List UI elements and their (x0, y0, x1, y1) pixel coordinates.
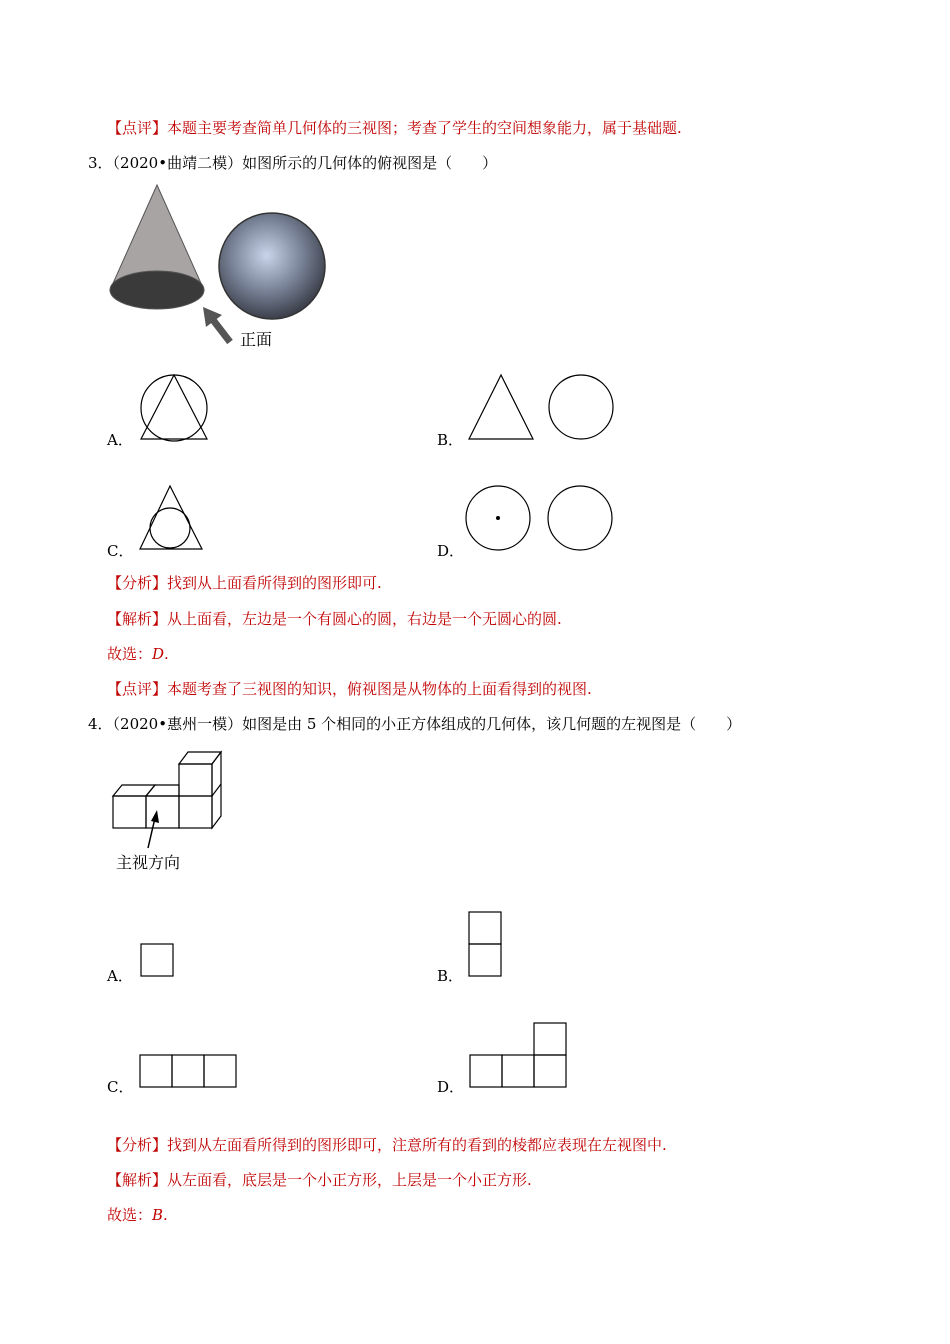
q4-option-d-label: D． (437, 1078, 465, 1096)
front-label: 正面 (240, 330, 273, 349)
q3-stem (88, 153, 497, 173)
q3-option-b-label: B． (437, 431, 464, 449)
q4-stem (88, 714, 741, 734)
sphere-shape (219, 213, 325, 319)
q4-source: （2020•惠州一模） (112, 715, 243, 733)
analysis-text: 找到从上面看所得到的图形即可. (167, 574, 382, 592)
front-arrow-icon (203, 307, 230, 342)
cone-shape (110, 185, 204, 309)
answer-prefix: 故选： (107, 645, 153, 663)
analysis-text: 找到从左面看所得到的图形即可，注意所有的看到的棱都应表现在左视图中. (167, 1136, 667, 1154)
q4-option-a-figure (140, 943, 176, 979)
q3-solution (107, 609, 562, 629)
q3-option-d-label: D． (437, 542, 465, 560)
q2-comment (107, 118, 682, 138)
q3-comment (107, 679, 592, 699)
q4-solution (107, 1170, 532, 1190)
comment-text: 本题主要考查简单几何体的三视图；考查了学生的空间想象能力，属于基础题. (167, 119, 682, 137)
q3-figure (100, 180, 340, 350)
solution-tag: 【解析】 (107, 610, 168, 628)
solution-text: 从左面看，底层是一个小正方形，上层是一个小正方形. (167, 1171, 532, 1189)
comment-tag: 【点评】 (107, 680, 168, 698)
q3-option-c-label: C． (107, 542, 134, 560)
q4-option-c-label: C． (107, 1078, 134, 1096)
answer-suffix: . (163, 1206, 168, 1224)
answer-value: D (152, 645, 165, 663)
q3-option-b-figure (466, 372, 618, 442)
analysis-tag: 【分析】 (107, 574, 168, 592)
solution-text: 从上面看，左边是一个有圆心的圆，右边是一个无圆心的圆. (167, 610, 562, 628)
q4-option-c-figure (139, 1054, 239, 1090)
q3-source: （2020•曲靖二模） (112, 154, 243, 172)
q4-option-d-figure (469, 1022, 569, 1090)
q4-option-b-figure (468, 911, 504, 979)
comment-tag: 【点评】 (107, 119, 168, 137)
analysis-tag: 【分析】 (107, 1136, 168, 1154)
q3-analysis (107, 573, 382, 593)
solution-tag: 【解析】 (107, 1171, 168, 1189)
q3-option-a-label: A． (107, 431, 133, 449)
q4-option-b-label: B． (437, 967, 464, 985)
answer-prefix: 故选： (107, 1206, 153, 1224)
view-direction-label: 主视方向 (116, 853, 181, 872)
q4-number: 4． (88, 715, 113, 733)
q4-stem-text: 如图是由 5 个相同的小正方体组成的几何体，该几何题的左视图是（ ） (242, 715, 742, 733)
answer-value: B (152, 1206, 164, 1224)
view-direction-arrow-icon (148, 810, 159, 848)
q3-stem-text: 如图所示的几何体的俯视图是（ ） (242, 154, 498, 172)
comment-text: 本题考查了三视图的知识，俯视图是从物体的上面看得到的视图. (167, 680, 592, 698)
q4-option-a-label: A． (107, 967, 133, 985)
q3-option-a-figure (138, 372, 210, 442)
answer-suffix: . (164, 645, 169, 663)
q3-number: 3． (88, 154, 113, 172)
q4-answer (107, 1205, 168, 1225)
q3-answer (107, 644, 169, 664)
q4-analysis (107, 1135, 667, 1155)
q3-option-c-figure (138, 484, 206, 552)
q3-option-d-figure (464, 484, 616, 552)
q4-figure (110, 748, 240, 878)
